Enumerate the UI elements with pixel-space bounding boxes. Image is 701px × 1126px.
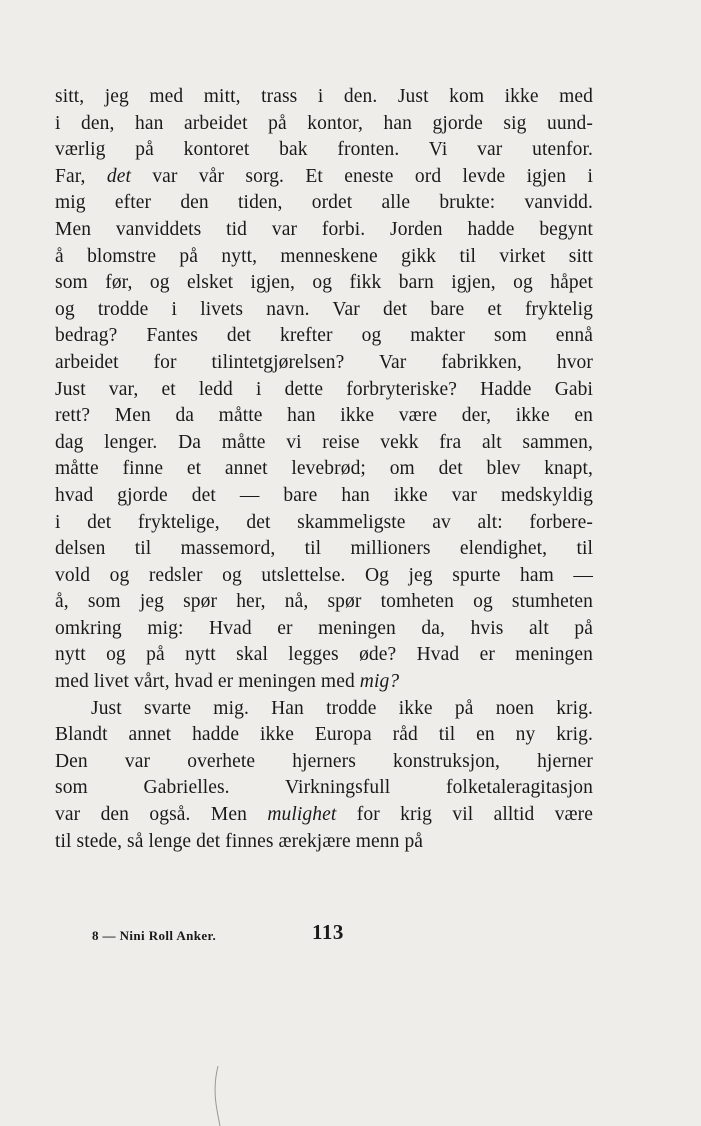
text-line [55, 137, 593, 164]
text-segment: å, som jeg spør her, nå, spør tomheten og stumheten [55, 591, 593, 613]
text-segment: dag lenger. Da måtte vi reise vekk fra alt sammen, [55, 431, 593, 453]
text-line [55, 297, 593, 324]
italic-text: det [106, 165, 131, 187]
text-line [55, 510, 593, 537]
text-line [55, 642, 593, 669]
text-line [55, 217, 593, 244]
text-segment: Den var overhete hjerners konstruksjon, hjerner [55, 750, 593, 772]
text-line [55, 536, 593, 563]
text-line [55, 403, 593, 430]
paper-scratch-mark [212, 1066, 222, 1126]
text-segment: å blomstre på nytt, menneskene gikk til virket sitt [55, 245, 593, 267]
text-segment: omkring mig: Hvad er meningen da, hvis alt på [55, 617, 593, 639]
page-number: 113 [312, 920, 344, 944]
text-segment: med livet vårt, hvad er meningen med [55, 671, 360, 693]
text-segment: Just svarte mig. Han trodde ikke på noen krig. [91, 697, 593, 719]
text-line [55, 111, 593, 138]
text-segment: Far, [55, 165, 107, 187]
text-segment: delsen til massemord, til millioners elendighet, til [55, 538, 593, 560]
text-line [55, 696, 593, 723]
text-line [55, 616, 593, 643]
text-segment: Blandt annet hadde ikke Europa råd til en ny krig. [55, 724, 593, 746]
text-line [55, 377, 593, 404]
text-line [55, 350, 593, 377]
text-segment: og trodde i livets navn. Var det bare et fryktelig [55, 298, 593, 320]
text-segment: i det fryktelige, det skammeligste av alt: forbere- [55, 511, 593, 533]
text-segment: bedrag? Fantes det krefter og makter som ennå [55, 325, 593, 347]
text-line [55, 430, 593, 457]
text-segment: var vår sorg. Et eneste ord levde igjen i [130, 165, 593, 187]
text-line [55, 669, 593, 696]
text-line [55, 589, 593, 616]
text-line [55, 722, 593, 749]
paragraph [55, 696, 593, 856]
text-line [55, 802, 593, 829]
text-segment: nytt og på nytt skal legges øde? Hvad er meningen [55, 644, 593, 666]
body-text [55, 84, 593, 855]
text-segment: sitt, jeg med mitt, trass i den. Just kom ikke med [55, 86, 593, 107]
text-segment: for krig vil alltid være [336, 804, 594, 826]
text-segment: mig efter den tiden, ordet alle brukte: vanvidd. [55, 192, 593, 214]
paragraph [55, 84, 593, 696]
text-segment: var den også. Men [55, 804, 268, 826]
text-line [55, 323, 593, 350]
text-line [55, 456, 593, 483]
text-segment: i den, han arbeidet på kontor, han gjorde sig uund- [55, 112, 593, 134]
text-segment: værlig på kontoret bak fronten. Vi var utenfor. [55, 139, 593, 161]
page-footer [0, 920, 701, 950]
text-segment: som Gabrielles. Virkningsfull folketaleragitasjon [55, 777, 593, 799]
text-line [55, 190, 593, 217]
text-line [55, 270, 593, 297]
text-line [55, 483, 593, 510]
text-line [55, 164, 593, 191]
text-segment: hvad gjorde det — bare han ikke var medskyldig [55, 484, 593, 506]
text-line [55, 244, 593, 271]
signature-mark: 8 — Nini Roll Anker. [92, 928, 217, 943]
text-line [55, 84, 593, 111]
text-line [55, 749, 593, 776]
text-segment: arbeidet for tilintetgjørelsen? Var fabrikken, hvor [55, 351, 593, 373]
text-segment: Just var, et ledd i dette forbryteriske? Hadde Gabi [55, 378, 593, 400]
text-line [55, 563, 593, 590]
text-segment: rett? Men da måtte han ikke være der, ikke en [55, 405, 593, 427]
text-segment: til stede, så lenge det finnes ærekjære menn på [55, 830, 424, 852]
text-line [55, 829, 593, 856]
text-segment: måtte finne et annet levebrød; om det blev knapt, [55, 458, 593, 480]
text-segment: Men vanviddets tid var forbi. Jorden hadde begynt [55, 218, 593, 240]
text-line [55, 775, 593, 802]
italic-text: mulighet [267, 804, 337, 826]
text-segment: vold og redsler og utslettelse. Og jeg spurte ham — [55, 564, 593, 586]
text-segment: som før, og elsket igjen, og fikk barn igjen, og håpet [55, 272, 593, 294]
italic-text: mig? [359, 671, 400, 693]
